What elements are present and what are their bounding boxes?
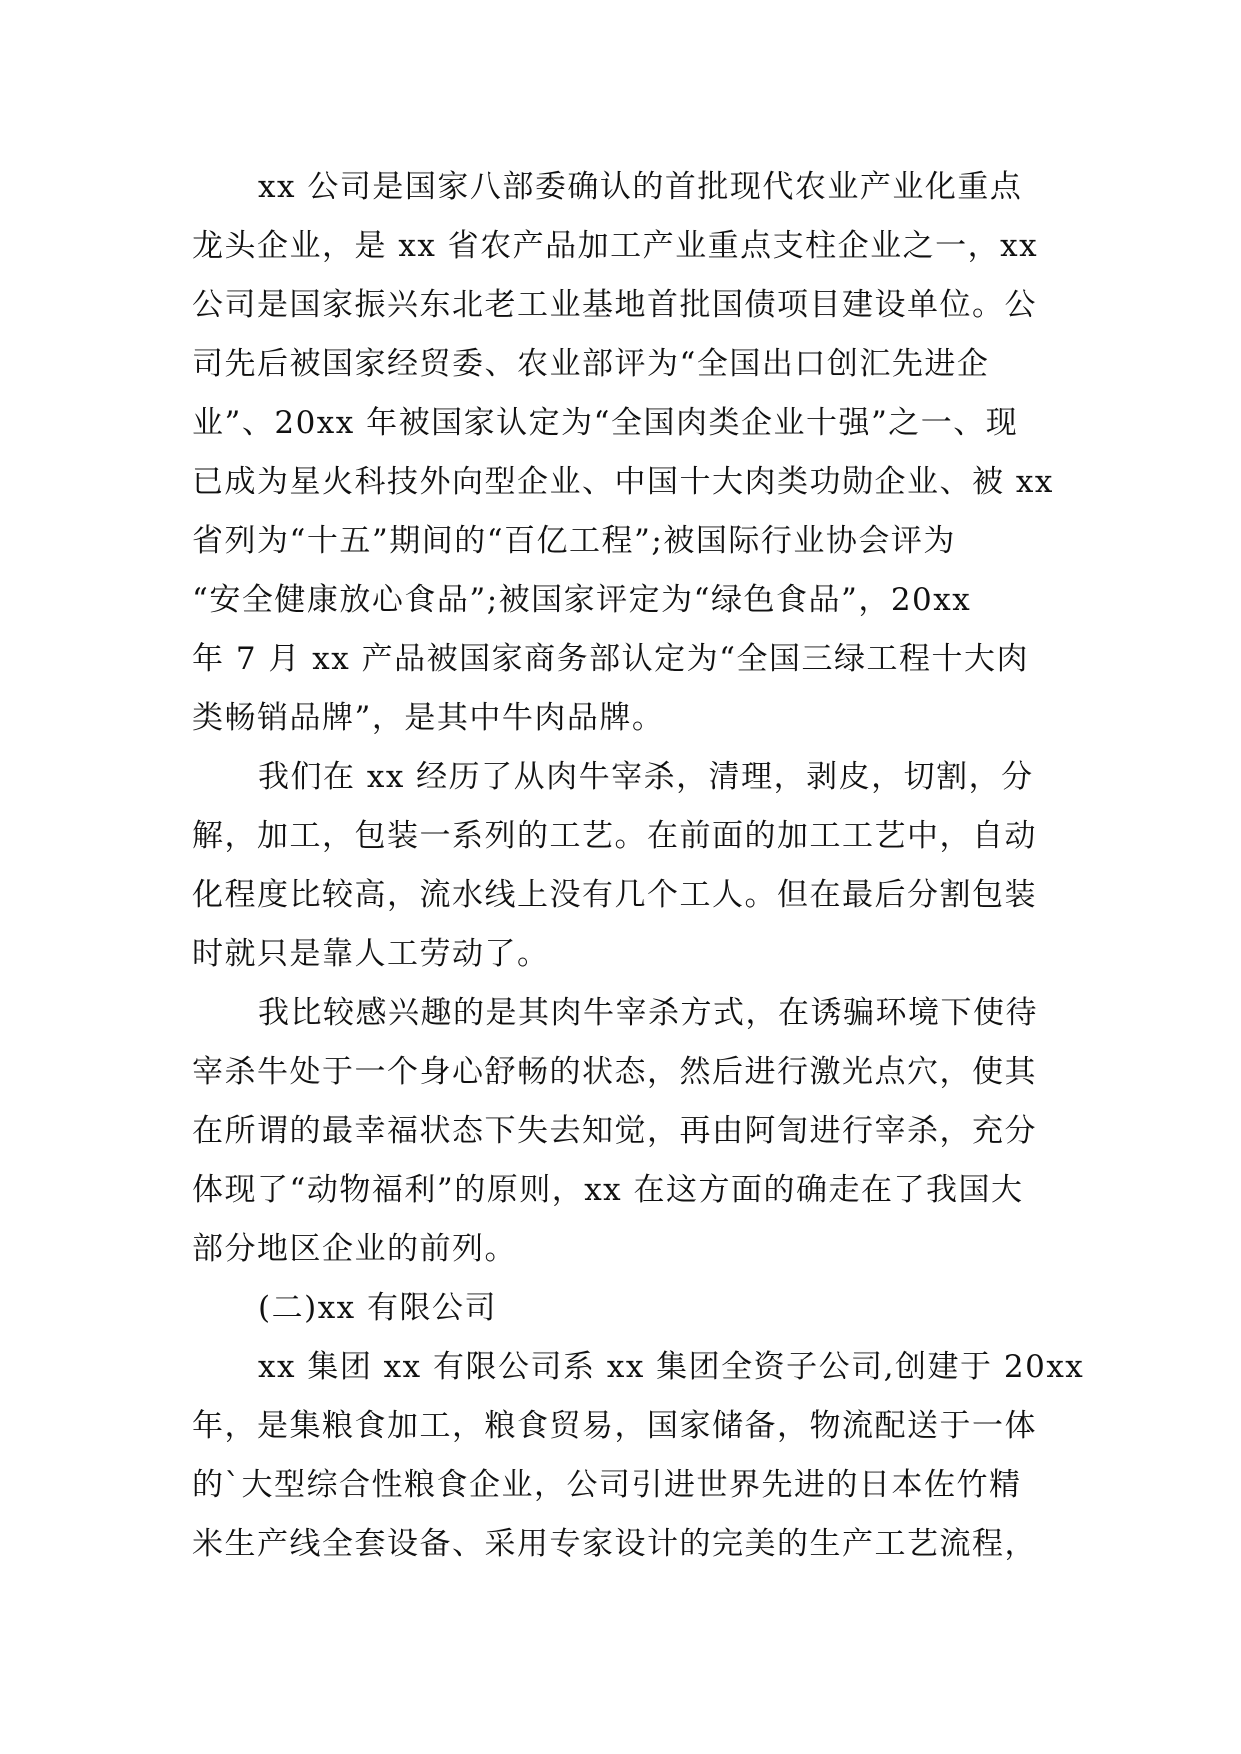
text-line: 类畅销品牌”，是其中牛肉品牌。: [192, 700, 665, 736]
text-line: 化程度比较高，流水线上没有几个工人。但在最后分割包装: [192, 877, 1037, 913]
paragraph-grain-company: [192, 1338, 1085, 1574]
text-line: “安全健康放心食品”;被国家评定为“绿色食品”，20xx: [192, 582, 972, 618]
text-line: xx 公司是国家八部委确认的首批现代农业产业化重点: [258, 169, 1023, 205]
paragraph-processing: [192, 748, 1052, 984]
section-heading: [192, 1279, 1052, 1338]
text-line: 解，加工，包装一系列的工艺。在前面的加工工艺中，自动: [192, 818, 1037, 854]
text-line: 部分地区企业的前列。: [192, 1231, 517, 1267]
text-line: 我们在 xx 经历了从肉牛宰杀，清理，剥皮，切割，分: [258, 759, 1034, 795]
text-line: 司先后被国家经贸委、农业部评为“全国出口创汇先进企: [192, 346, 990, 382]
text-line: 时就只是靠人工劳动了。: [192, 936, 550, 972]
document-body: [192, 158, 1085, 1574]
text-line: 已成为星火科技外向型企业、中国十大肉类功勋企业、被 xx: [192, 464, 1054, 500]
text-line: 公司是国家振兴东北老工业基地首批国债项目建设单位。公: [192, 287, 1037, 323]
text-line: xx 集团 xx 有限公司系 xx 集团全资子公司,创建于 20xx: [258, 1349, 1085, 1385]
paragraph-company-profile: [192, 158, 1052, 748]
text-line: (二)xx 有限公司: [258, 1290, 498, 1326]
text-line: 米生产线全套设备、采用专家设计的完美的生产工艺流程，: [192, 1526, 1037, 1562]
text-line: 宰杀牛处于一个身心舒畅的状态，然后进行激光点穴，使其: [192, 1054, 1037, 1090]
text-line: 我比较感兴趣的是其肉牛宰杀方式，在诱骗环境下使待: [258, 995, 1038, 1031]
paragraph-slaughter-method: [192, 984, 1052, 1279]
text-line: 年 7 月 xx 产品被国家商务部认定为“全国三绿工程十大肉: [192, 641, 1029, 677]
text-line: 体现了“动物福利”的原则，xx 在这方面的确走在了我国大: [192, 1172, 1024, 1208]
text-line: 省列为“十五”期间的“百亿工程”;被国际行业协会评为: [192, 523, 956, 559]
text-line: 在所谓的最幸福状态下失去知觉，再由阿訇进行宰杀，充分: [192, 1113, 1037, 1149]
text-line: 业”、20xx 年被国家认定为“全国肉类企业十强”之一、现: [192, 405, 1019, 441]
text-line: 的`大型综合性粮食企业，公司引进世界先进的日本佐竹精: [192, 1467, 1022, 1503]
text-line: 年，是集粮食加工，粮食贸易，国家储备，物流配送于一体: [192, 1408, 1037, 1444]
text-line: 龙头企业，是 xx 省农产品加工产业重点支柱企业之一，xx: [192, 228, 1039, 264]
